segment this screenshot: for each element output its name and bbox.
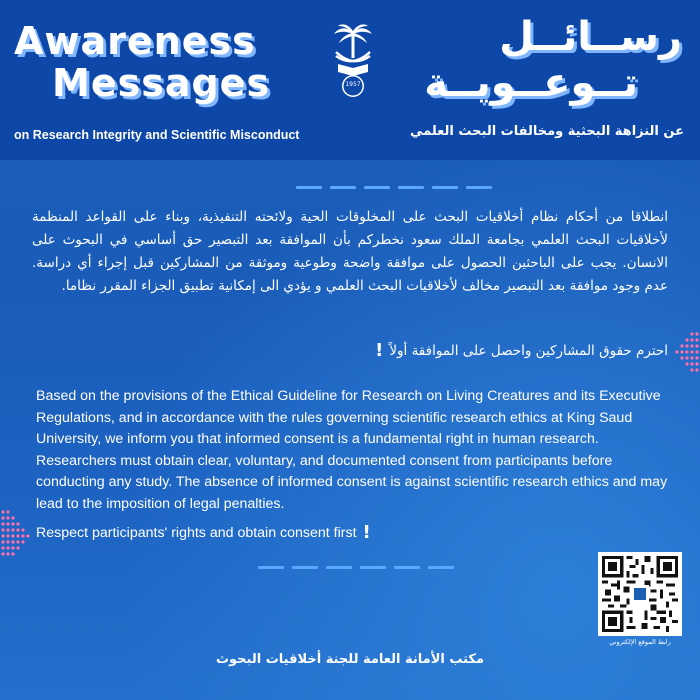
title-english-line1: Awareness [14,19,256,63]
emblem-year: 1957 [345,81,361,88]
subtitle-english: on Research Integrity and Scientific Misconduct [14,128,300,142]
exclamation-icon: ! [375,340,384,361]
arabic-body-text: انطلاقا من أحكام نظام أخلاقيات البحث على المخلوقات الحية ولائحته التنفيذية، وبناء على القواعد المنظمة لأخلاقيات البحث العلمي بجامعة الملك سعود نخطركم بأن الموافقة بعد التبصير حق أساسي في البحوث على الانسان. يجب على الباحثين الحصول على موافقة واضحة وطوعية وموثقة من المشاركين قبل إجراء أي دراسة. عدم وجود موافقة بعد التبصير مخالف لأخلاقيات البحث العلمي و يؤدي الى إمكانية تطبيق الجزاء المقرر نظاما. [32,209,668,294]
qr-code-icon [602,556,678,632]
footer-text: مكتب الأمانة العامة للجنة أخلاقيات البحوث [215,652,485,667]
qr-code-label: رابط الموقع الإلكتروني [609,638,671,646]
title-english [14,20,314,104]
title-arabic-line1: رســائــل [499,14,682,60]
dashed-divider-top [296,186,492,189]
english-body-text: Based on the provisions of the Ethical Guideline for Research on Living Creatures and its Executive Regulations, and in accordance with the rules governing scientific research ethics at King Saud University, we inform you that informed consent is a fundamental right in human research. Researchers must obtain clear, voluntary, and documented consent from participants before conducting any study. The absence of informed consent is against scientific research ethics and may lead to the imposition of legal penalties. [36,388,668,512]
dashed-divider-bottom [258,566,454,569]
arabic-call-to-action [375,342,668,360]
english-cta-text: Respect participants' rights and obtain consent first [36,525,357,541]
exclamation-icon: ! [362,522,371,543]
arabic-cta-text: احترم حقوق المشاركين واحصل على الموافقة أولاً [389,343,668,359]
dot-pattern-right-icon [670,330,700,374]
english-call-to-action [36,524,371,542]
title-english-line2: Messages [52,61,271,105]
qr-code[interactable] [598,552,682,636]
dot-pattern-left-icon [0,508,34,560]
title-arabic-line2: تــوعــويــة [424,60,638,106]
subtitle-arabic: عن النزاهة البحثية ومخالفات البحث العلمي [410,124,684,139]
title-arabic [424,14,682,106]
